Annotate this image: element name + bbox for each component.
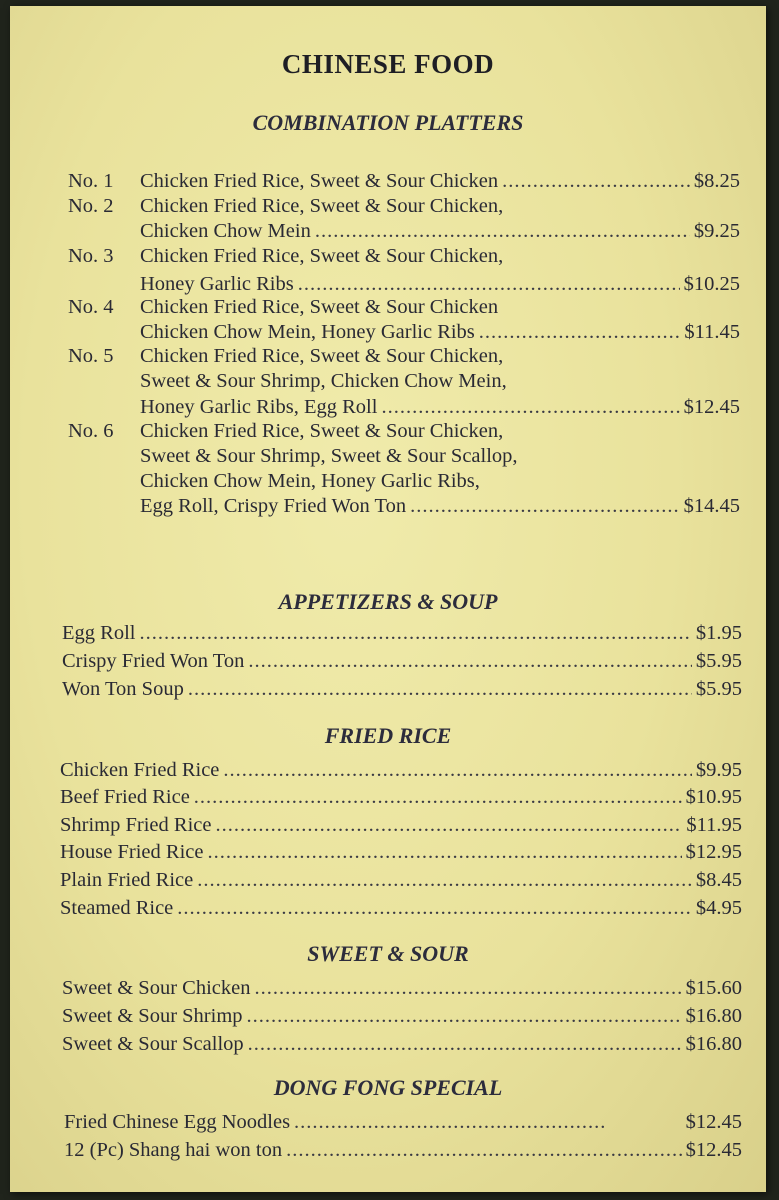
combo-item-text: Egg Roll, Crispy Fried Won Ton xyxy=(140,495,407,517)
item-name: Sweet & Sour Scallop xyxy=(62,1033,244,1055)
item-price: $12.95 xyxy=(685,841,742,863)
menu-item xyxy=(62,1003,742,1029)
dot-leader xyxy=(215,812,682,838)
dot-leader xyxy=(188,676,692,702)
dot-leader xyxy=(248,648,691,674)
item-name: Sweet & Sour Shrimp xyxy=(62,1005,243,1027)
item-name: Beef Fried Rice xyxy=(60,786,190,808)
menu-item xyxy=(64,1137,742,1163)
menu-item xyxy=(60,867,742,893)
combo-line xyxy=(140,168,740,194)
item-name: House Fried Rice xyxy=(60,841,204,863)
item-name: Won Ton Soup xyxy=(62,678,184,700)
dot-leader xyxy=(294,1109,604,1135)
combo-item-text: Chicken Fried Rice, Sweet & Sour Chicken, xyxy=(140,345,504,367)
item-price: $8.45 xyxy=(695,869,742,891)
item-price: $4.95 xyxy=(695,897,742,919)
dot-leader xyxy=(247,1003,682,1029)
combo-price: $11.45 xyxy=(684,321,740,343)
combo-item-text: Honey Garlic Ribs xyxy=(140,273,294,295)
combo-item-text: Chicken Chow Mein, Honey Garlic Ribs xyxy=(140,321,475,343)
dot-leader xyxy=(207,839,681,865)
dot-leader xyxy=(223,757,691,783)
menu-item xyxy=(60,895,742,921)
dot-leader xyxy=(410,493,680,519)
section-heading-sweet-sour: SWEET & SOUR xyxy=(307,941,469,966)
combo-number: No. 1 xyxy=(68,170,114,192)
dot-leader xyxy=(139,620,691,646)
dot-leader xyxy=(177,895,692,921)
dot-leader xyxy=(479,319,681,345)
menu-item xyxy=(62,975,742,1001)
dot-leader xyxy=(502,168,690,194)
dot-leader xyxy=(194,784,682,810)
section-heading-dong-fong: DONG FONG SPECIAL xyxy=(273,1075,503,1100)
item-price: $15.60 xyxy=(685,977,742,999)
item-price: $1.95 xyxy=(695,622,742,644)
menu-item xyxy=(62,620,742,646)
combo-line xyxy=(140,218,740,244)
item-name: 12 (Pc) Shang hai won ton xyxy=(64,1139,283,1161)
item-name: Plain Fried Rice xyxy=(60,869,194,891)
item-name: Fried Chinese Egg Noodles xyxy=(64,1111,291,1133)
item-name: Egg Roll xyxy=(62,622,136,644)
item-price: $11.95 xyxy=(686,814,742,836)
combo-item-text: Chicken Fried Rice, Sweet & Sour Chicken, xyxy=(140,195,504,217)
item-price: $10.95 xyxy=(685,786,742,808)
menu-item xyxy=(60,784,742,810)
menu-item xyxy=(60,839,742,865)
menu-page xyxy=(10,6,766,1192)
combo-item-text: Chicken Fried Rice, Sweet & Sour Chicken xyxy=(140,170,499,192)
section-heading-combination: COMBINATION PLATTERS xyxy=(252,110,524,135)
combo-item-text: Chicken Chow Mein xyxy=(140,220,311,242)
combo-line xyxy=(140,493,740,519)
dot-leader xyxy=(315,218,690,244)
menu-item xyxy=(60,812,742,838)
menu-item xyxy=(62,648,742,674)
item-name: Crispy Fried Won Ton xyxy=(62,650,245,672)
menu-item xyxy=(60,757,742,783)
section-heading-fried-rice: FRIED RICE xyxy=(324,723,452,748)
item-price: $5.95 xyxy=(695,678,742,700)
combo-line xyxy=(140,319,740,345)
menu-item xyxy=(64,1109,742,1135)
dot-leader xyxy=(197,867,692,893)
combo-line xyxy=(140,394,740,420)
item-price: $9.95 xyxy=(695,759,742,781)
dot-leader xyxy=(248,1031,682,1057)
menu-item xyxy=(62,676,742,702)
combo-item-text: Chicken Chow Mein, Honey Garlic Ribs, xyxy=(140,470,480,492)
combo-price: $12.45 xyxy=(683,396,740,418)
item-name: Shrimp Fried Rice xyxy=(60,814,212,836)
item-price: $16.80 xyxy=(685,1005,742,1027)
combo-item-text: Sweet & Sour Shrimp, Chicken Chow Mein, xyxy=(140,370,507,392)
item-name: Chicken Fried Rice xyxy=(60,759,220,781)
combo-price: $9.25 xyxy=(693,220,740,242)
combo-number: No. 3 xyxy=(68,245,114,267)
menu-item xyxy=(62,1031,742,1057)
menu-title: CHINESE FOOD xyxy=(281,49,495,79)
dot-leader xyxy=(381,394,679,420)
combo-price: $14.45 xyxy=(683,495,740,517)
item-price: $5.95 xyxy=(695,650,742,672)
section-heading-appetizers: APPETIZERS & SOUP xyxy=(278,589,498,614)
combo-number: No. 2 xyxy=(68,195,114,217)
combo-item-text: Chicken Fried Rice, Sweet & Sour Chicken xyxy=(140,296,499,318)
combo-number: No. 4 xyxy=(68,296,114,318)
combo-number: No. 6 xyxy=(68,420,114,442)
combo-item-text: Honey Garlic Ribs, Egg Roll xyxy=(140,396,378,418)
item-price: $12.45 xyxy=(685,1139,742,1161)
item-price: $16.80 xyxy=(685,1033,742,1055)
item-price: $12.45 xyxy=(685,1111,742,1133)
dot-leader xyxy=(286,1137,682,1163)
combo-item-text: Chicken Fried Rice, Sweet & Sour Chicken, xyxy=(140,420,504,442)
item-name: Steamed Rice xyxy=(60,897,174,919)
combo-price: $10.25 xyxy=(683,273,740,295)
combo-number: No. 5 xyxy=(68,345,114,367)
combo-item-text: Sweet & Sour Shrimp, Sweet & Sour Scallop, xyxy=(140,445,518,467)
combo-price: $8.25 xyxy=(693,170,740,192)
dot-leader xyxy=(254,975,681,1001)
item-name: Sweet & Sour Chicken xyxy=(62,977,251,999)
combo-item-text: Chicken Fried Rice, Sweet & Sour Chicken, xyxy=(140,245,504,267)
